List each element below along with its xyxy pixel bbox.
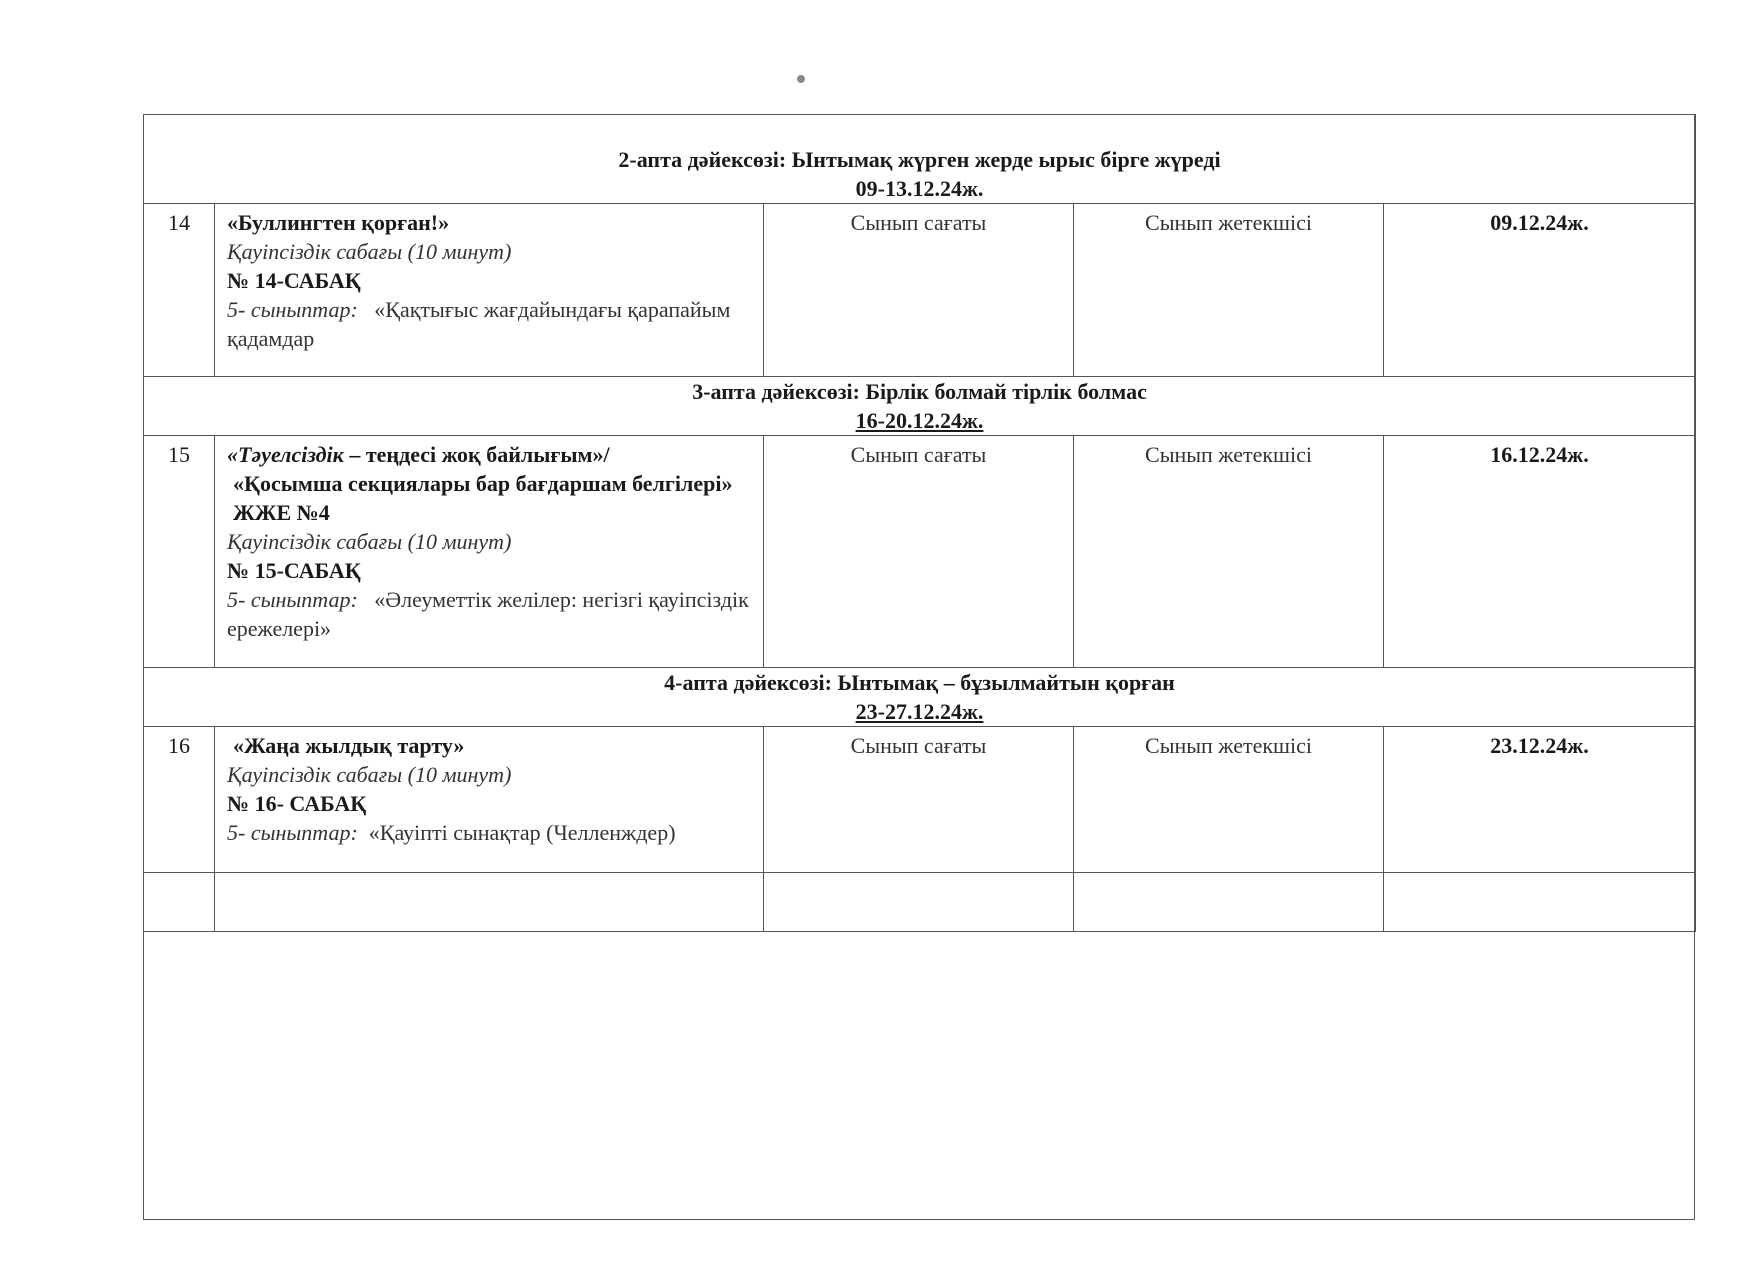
empty-cell — [1074, 873, 1384, 932]
lesson-number: № 15-САБАҚ — [227, 558, 361, 583]
week-motto: 2-апта дәйексөзі: Ынтымақ жүрген жерде ырыс бірге жүреді — [618, 147, 1221, 172]
responsible: Сынып жетекшісі — [1074, 727, 1384, 873]
grade-label: 5- сыныптар: — [227, 587, 358, 612]
event-title-italic: «Тәуелсіздік — [227, 442, 344, 467]
week-header-cell — [144, 668, 1696, 727]
grade-label: 5- сыныптар: — [227, 297, 358, 322]
event-title-rest: – теңдесі жоқ байлығым»/ — [343, 442, 610, 467]
event-title: «Жаңа жылдық тарту» — [233, 733, 465, 758]
lesson-number: № 16- САБАҚ — [227, 791, 367, 816]
lesson-number: № 14-САБАҚ — [227, 268, 361, 293]
lesson-topic: «Қауіпті сынақтар (Челленждер) — [368, 820, 676, 845]
empty-cell — [1384, 873, 1696, 932]
event-form: Сынып сағаты — [764, 727, 1074, 873]
row-number: 14 — [144, 204, 215, 377]
week-header-row — [144, 377, 1696, 436]
event-date: 09.12.24ж. — [1384, 204, 1696, 377]
week-dates: 23-27.12.24ж. — [855, 699, 984, 724]
lesson-topic: «Әлеуметтік желілер: негізгі қауіпсіздік ережелері» — [227, 587, 749, 641]
event-date: 16.12.24ж. — [1384, 436, 1696, 668]
table-row — [144, 204, 1696, 377]
event-title: «Буллингтен қорған!» — [227, 210, 450, 235]
row-number: 15 — [144, 436, 215, 668]
table-row — [144, 727, 1696, 873]
week-header-cell — [144, 115, 1696, 204]
row-number: 16 — [144, 727, 215, 873]
topic-cell — [215, 436, 764, 668]
grade-label: 5- сыныптар: — [227, 820, 358, 845]
week-dates: 16-20.12.24ж. — [855, 408, 984, 433]
week-header-row — [144, 668, 1696, 727]
empty-cell — [144, 873, 215, 932]
schedule-table — [143, 114, 1696, 932]
lesson-topic: «Қақтығыс жағдайындағы қарапайым қадамдар — [227, 297, 731, 351]
event-title-2: «Қосымша секциялары бар бағдаршам белгілері» ЖЖЕ №4 — [233, 471, 733, 525]
event-form: Сынып сағаты — [764, 204, 1074, 377]
event-form: Сынып сағаты — [764, 436, 1074, 668]
event-date: 23.12.24ж. — [1384, 727, 1696, 873]
week-motto: 3-апта дәйексөзі: Бірлік болмай тірлік болмас — [692, 379, 1147, 404]
table-row — [144, 436, 1696, 668]
topic-cell — [215, 204, 764, 377]
responsible: Сынып жетекшісі — [1074, 204, 1384, 377]
empty-row — [144, 873, 1696, 932]
empty-cell — [215, 873, 764, 932]
safety-lesson: Қауіпсіздік сабағы (10 минут) — [227, 762, 512, 787]
empty-cell — [764, 873, 1074, 932]
week-motto: 4-апта дәйексөзі: Ынтымақ – бұзылмайтын қорған — [664, 670, 1175, 695]
responsible: Сынып жетекшісі — [1074, 436, 1384, 668]
topic-cell — [215, 727, 764, 873]
week-header-row — [144, 115, 1696, 204]
safety-lesson: Қауіпсіздік сабағы (10 минут) — [227, 529, 512, 554]
week-header-cell — [144, 377, 1696, 436]
scan-speck — [797, 75, 805, 83]
safety-lesson: Қауіпсіздік сабағы (10 минут) — [227, 239, 512, 264]
week-dates: 09-13.12.24ж. — [855, 176, 984, 201]
